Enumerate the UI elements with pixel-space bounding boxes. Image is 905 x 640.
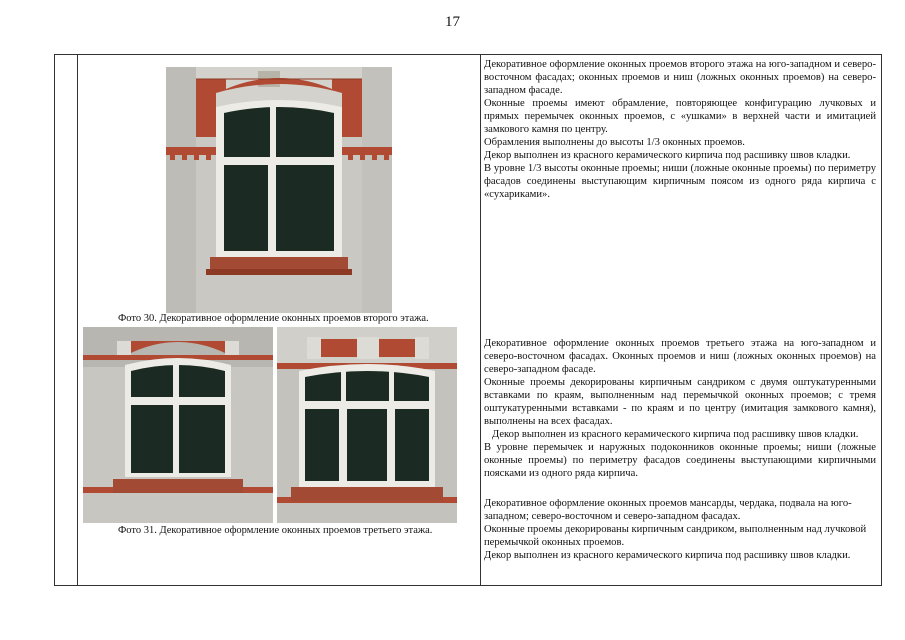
photo-31-window-right (277, 327, 457, 523)
page-number: 17 (445, 14, 460, 30)
paragraph: В уровне перемычек и наружных подоконников оконные проемы; ниши (ложные оконные проемы) по периметру фасадов соединены выступающими кирпичными поясками из одного ряда кирпича. (484, 442, 876, 479)
photo-31-caption: Фото 31. Декоративное оформление оконных проемов третьего этажа. (118, 525, 433, 536)
paragraph: Оконные проемы декорированы кирпичным сандриком, выполненным над лучковой перемычкой оконных проемов. (484, 524, 867, 548)
document-table (54, 54, 882, 586)
paragraph: Декоративное оформление оконных проемов третьего этажа на юго-западном и северо-восточном фасадах. Оконных проемов и ниш (ложных оконных проемов) на северо-западном фасаде. (484, 338, 876, 375)
section-second-floor (484, 58, 876, 201)
paragraph: Декор выполнен из красного керамического кирпича под расшивку швов кладки. (492, 429, 859, 440)
photo-31-window-left (83, 327, 273, 523)
paragraph: Декоративное оформление оконных проемов второго этажа на юго-западном и северо-восточном фасадах; оконных проемов и ниш (ложных оконных проемов) на северо-западном фасаде. (484, 59, 876, 96)
column-divider (480, 55, 481, 585)
paragraph: Оконные проемы декорированы кирпичным сандриком с двумя оштукатуренными вставками по краям, выполненным над перемычкой оконных проемов; с тремя оштукатуренными вставками - по краям и по центру (имитация замкового камня), выполнены на всех фасадах. (484, 377, 876, 427)
section-third-floor (484, 337, 876, 480)
paragraph: В уровне 1/3 высоты оконные проемы; ниши (ложные оконные проемы) по периметру фасадов соединены выступающим кирпичным поясом из одного ряда кирпича с «сухариками». (484, 163, 876, 200)
narrow-column-divider (77, 55, 78, 585)
paragraph: Декор выполнен из красного керамического кирпича под расшивку швов кладки. (484, 150, 851, 161)
paragraph: Декоративное оформление оконных проемов мансарды, чердака, подвала на юго-западном; северо-восточном и северо-западном фасадах. (484, 498, 852, 522)
paragraph: Обрамления выполнены до высоты 1/3 оконных проемов. (484, 137, 745, 148)
photo-30-caption: Фото 30. Декоративное оформление оконных проемов второго этажа. (118, 313, 429, 324)
paragraph: Оконные проемы имеют обрамление, повторяющее конфигурацию лучковых и прямых перемычек оконных проемов, с «ушками» в верхней части и имитацией замкового камня по центру. (484, 98, 876, 135)
section-attic (484, 497, 876, 562)
paragraph: Декор выполнен из красного керамического кирпича под расшивку швов кладки. (484, 550, 851, 561)
photo-30-window-second-floor (166, 67, 392, 313)
